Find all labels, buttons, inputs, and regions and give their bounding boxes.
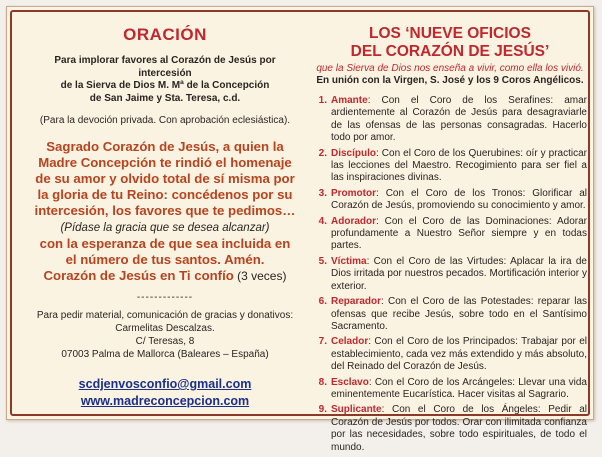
office-number: 7. <box>318 336 327 348</box>
office-number: 6. <box>318 296 327 308</box>
intro-line: de la Sierva de Dios M. Mª de la Concepción <box>60 80 270 91</box>
prayer-line: el número de tus santos. Amén. <box>65 252 265 267</box>
prayer-line: intercesión, los favores que te pedimos… <box>34 203 296 218</box>
intro-text <box>29 55 301 105</box>
contact-line: Carmelitas Descalzas. <box>115 323 215 334</box>
office-text <box>331 256 587 293</box>
office-name: Amante <box>331 95 368 106</box>
office-description: : Con el Coro de los Ángeles: Pedir al Corazón de Jesús por todos. Orar con ilimitada confianza por las necesidades, sobre todo espirituales, de todo el mundo. <box>331 404 587 453</box>
offices-list <box>313 95 587 454</box>
approval-note: (Para la devoción privada. Con aprobación eclesiástica). <box>39 115 291 126</box>
office-name: Suplicante <box>331 404 382 416</box>
office-item <box>313 188 587 213</box>
website-link[interactable]: www.madreconcepcion.com <box>80 394 250 408</box>
office-description: : Con el Coro de los Querubines: oír y practicar las lecciones del Maestro. Recogimiento para ser fiel a las inspiraciones divinas. <box>331 147 587 184</box>
office-description: : Con el Coro de las Dominaciones: Adorar profundamente a Nuestro Señor siempre y en todas partes. <box>331 215 587 252</box>
office-description: : Con el Coro de los Arcángeles: Llevar una vida eminentemente Eucarística. Hacer visitas al Sagrario. <box>331 376 587 400</box>
office-description: : Con el Coro de los Serafines: amar ardientemente al Corazón de Jesús para desagraviarle de las ofensas de las personas consagradas. Hacerlo todo por amor. <box>331 95 587 144</box>
offices-title <box>313 25 587 61</box>
repeat-note: (3 veces) <box>233 269 287 283</box>
separator: ------------- <box>136 292 194 303</box>
prayer-line: Madre Concepción te rindió el homenaje <box>38 155 292 170</box>
office-name: Víctima <box>331 255 367 267</box>
office-description: : Con el Coro de las Virtudes: Aplacar la ira de Dios irritada por nuestros pecados. Mortificación interior y exterior. <box>331 255 587 292</box>
office-item <box>313 256 587 293</box>
office-text <box>331 95 587 145</box>
office-name: Adorador <box>331 215 376 227</box>
prayer-line: Sagrado Corazón de Jesús, a quien la <box>46 139 284 154</box>
office-item <box>313 296 587 333</box>
prayer-title: ORACIÓN <box>123 25 207 44</box>
office-description: : Con el Coro de las Potestades: reparar las ofensas que recibe Jesús, sobre todo en el Santísimo Sacramento. <box>331 296 587 332</box>
closing-invocation: Corazón de Jesús en Ti confío <box>43 268 234 283</box>
office-number: 3. <box>318 187 327 199</box>
office-name: Esclavo <box>331 376 369 388</box>
contact-block <box>29 309 301 361</box>
office-name: Reparador <box>331 296 382 308</box>
right-column <box>313 25 587 457</box>
office-number: 1. <box>318 95 327 106</box>
prayer-body <box>29 139 301 284</box>
office-number: 2. <box>318 147 327 159</box>
contact-line: 07003 Palma de Mallorca (Baleares – España) <box>61 349 269 360</box>
office-name: Discípulo <box>331 147 377 159</box>
intro-line: de San Jaime y Sta. Teresa, c.d. <box>89 92 241 104</box>
ask-grace-line: (Pídase la gracia que se desea alcanzar) <box>60 222 270 234</box>
office-item <box>313 95 587 145</box>
offices-union-line: En unión con la Virgen, S. José y los 9 Coros Angélicos. <box>316 75 584 86</box>
prayer-line: de su amor y olvido total de sí misma por <box>35 171 295 186</box>
contact-line: Para pedir material, comunicación de gracias y donativos: <box>36 310 294 321</box>
offices-title-line: DEL CORAZÓN DE JESÚS’ <box>350 43 550 60</box>
email-link[interactable]: scdjenvosconfio@gmail.com <box>78 377 252 391</box>
office-item <box>313 404 587 454</box>
left-column <box>29 25 301 408</box>
office-text <box>331 216 587 253</box>
office-text <box>331 296 587 333</box>
office-item <box>313 377 587 402</box>
office-number: 8. <box>318 376 327 388</box>
intro-line: Para implorar favores al Corazón de Jesús por intercesión <box>54 55 276 79</box>
offices-title-line: LOS ‘NUEVE OFICIOS <box>369 25 531 42</box>
office-name: Promotor <box>331 187 376 199</box>
prayer-line: la gloria de tu Reino: concédenos por su <box>37 187 293 202</box>
office-text <box>331 336 587 373</box>
office-number: 9. <box>318 404 327 416</box>
office-item <box>313 216 587 253</box>
contact-line: C/ Teresas, 8 <box>135 336 195 347</box>
office-name: Celador <box>331 336 369 348</box>
office-number: 4. <box>318 215 327 227</box>
office-description: : Con el Coro de los Tronos: Glorificar al Corazón de Jesús, promoviendo su conocimiento y amor. <box>331 187 587 212</box>
office-number: 5. <box>318 255 327 267</box>
offices-subtitle: que la Sierva de Dios nos enseña a vivir, como ella los vivió. <box>316 63 584 74</box>
prayer-line: con la esperanza de que sea incluida en <box>39 236 291 251</box>
office-text <box>331 188 587 213</box>
office-item <box>313 148 587 185</box>
office-text <box>331 404 587 454</box>
office-text <box>331 148 587 185</box>
office-description: : Con el Coro de los Principados: Trabajar por el establecimiento, cada vez más extendido y más absoluto, del Reinado del Corazón de Jesús. <box>331 336 587 373</box>
prayer-card <box>6 6 594 453</box>
office-text <box>331 377 587 402</box>
office-item <box>313 336 587 373</box>
